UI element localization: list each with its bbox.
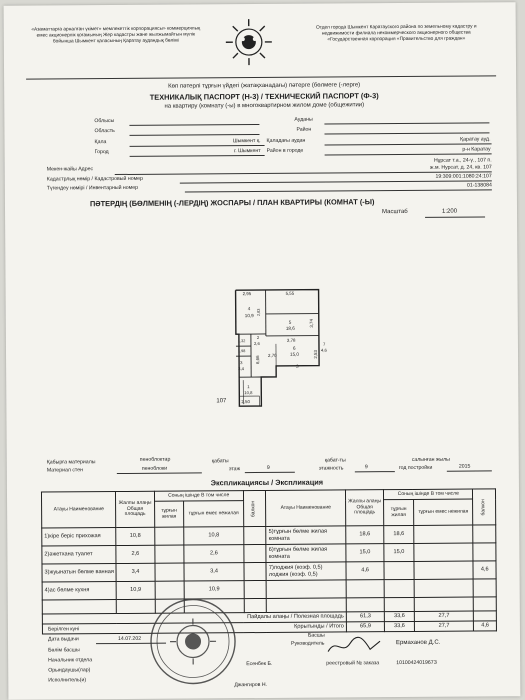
cadastre-value: 19:309:001:1080:24:107 bbox=[435, 173, 492, 180]
field-line bbox=[130, 145, 265, 147]
row-total: 18,6 bbox=[346, 526, 384, 544]
row-balcony bbox=[244, 562, 267, 580]
room-area: 4,6 bbox=[320, 347, 327, 353]
apartment-number: 107 bbox=[216, 398, 227, 405]
row-nonliving bbox=[414, 543, 474, 561]
state-corporation-logo bbox=[219, 16, 279, 68]
row-total: 3,4 bbox=[116, 563, 154, 581]
field-line bbox=[130, 155, 265, 157]
floor-rus-label: этаж bbox=[228, 466, 241, 473]
right-organization-text: Отдел города Шымкент Каратауского района по земельному кадастру и недвижимости филиала некоммерческого акционерного общества «Государственная корпорация «Правительство для граждан» bbox=[315, 24, 477, 43]
header-name: Атауы Наименование bbox=[266, 490, 346, 527]
executor-rus-label: Исполнитель(и) bbox=[48, 677, 87, 684]
field-line bbox=[117, 472, 202, 474]
left-organization-text: «Азаматтарға арналған үкімет» мемлекеттік корпорациясы» коммерциялық емес акционерлік қоғамының Жер кадастры және жылжымайтын мүлік бойынша Шымкент қаласының Қаратау аудандық бөлімі bbox=[31, 26, 201, 45]
field-line bbox=[129, 134, 259, 136]
row-nonliving bbox=[414, 579, 474, 597]
floors-value: 9 bbox=[364, 464, 368, 471]
inventory-value: 01-138084 bbox=[467, 182, 492, 189]
row-balcony bbox=[244, 580, 267, 598]
title-kaz-line: Көп пәтерлі тұрғын үйдегі (жатақханадағы) пәтерге (бөлмеге (-лерге) bbox=[168, 82, 361, 90]
useful-living: 33,6 bbox=[384, 611, 414, 621]
room-area: 18,6 bbox=[285, 325, 295, 331]
dim-label: 3 bbox=[296, 363, 299, 369]
head-kaz-label: Басшы bbox=[307, 632, 325, 639]
wall-material-kaz-label: Қабырға материалы bbox=[46, 459, 96, 466]
room-area: 10,9 bbox=[244, 313, 254, 319]
district-kaz-value: Қаратау ауд. bbox=[460, 136, 491, 143]
kaladagy-audan-label: Қаладағы аудан bbox=[266, 137, 306, 144]
row-name: 7)лоджия (коэф. 0,5) лоджия (коэф. 0,5) bbox=[266, 562, 346, 581]
scale-label: Масштаб bbox=[382, 208, 408, 216]
row-nonliving: 2,6 bbox=[184, 545, 244, 563]
dept-head-rus-label: Начальник отдела bbox=[48, 657, 93, 664]
sum-balcony: 4,6 bbox=[474, 621, 497, 631]
dim-label: 1,32 bbox=[237, 339, 246, 344]
row-name: 6)тұрғын бөлме жилая комната bbox=[266, 544, 346, 563]
plan-heading: ПӘТЕРДІҢ (БӨЛМЕНІҢ (-ЛЕРДІҢ) ЖОСПАРЫ / ПЛАН КВАРТИРЫ (КОМНАТ (-Ы) bbox=[89, 197, 375, 209]
issued-date: 14.07.202 bbox=[117, 635, 142, 643]
oblysy-label: Облысы bbox=[94, 118, 115, 125]
gorod-label: Город bbox=[94, 149, 109, 156]
scale-value: 1:200 bbox=[442, 208, 458, 215]
head-signature bbox=[324, 635, 384, 657]
executor-kaz-label: Орындаушы(лар) bbox=[48, 667, 91, 674]
row-name: 2)әжетхана туалет bbox=[42, 546, 116, 565]
header-living: тұрғын жилая bbox=[154, 501, 184, 527]
row-name: 1)кіре беріс прихожая bbox=[42, 528, 116, 547]
row-name bbox=[266, 580, 346, 599]
field-line bbox=[245, 472, 295, 473]
field-line bbox=[355, 471, 395, 472]
total-label: Қорытынды / Итого bbox=[42, 622, 346, 634]
dim-label: 6,66 bbox=[255, 355, 261, 365]
room-number: 7 bbox=[322, 341, 326, 347]
room-number: 5 bbox=[288, 319, 292, 325]
kala-label: Қала bbox=[94, 139, 107, 146]
dim-label: 1,98 bbox=[237, 349, 246, 354]
wall-material-rus-label: Материал стен bbox=[46, 467, 84, 474]
explication-table bbox=[41, 488, 497, 634]
page-title: ТЕХНИКАЛЫҚ ПАСПОРТ (Н-3) / ТЕХНИЧЕСКИЙ ПАСПОРТ (Ф-3) bbox=[149, 91, 379, 102]
dim-label: 2,53 bbox=[312, 350, 319, 359]
row-total: 15,0 bbox=[346, 544, 384, 562]
floors-rus-label: этажность bbox=[318, 465, 344, 472]
field-line bbox=[324, 132, 489, 134]
kala-value: Шымкент қ. bbox=[232, 138, 261, 145]
raion-label: Район bbox=[296, 126, 312, 133]
address-rus-value: ж.м. Нурсат, д. 24, кв. 107 bbox=[430, 164, 492, 171]
room-area: 3,4 bbox=[238, 366, 244, 372]
row-living: 18,6 bbox=[384, 525, 414, 543]
header-balcony: балкон bbox=[243, 490, 266, 526]
header-nonliving: тұрғын емес нежилая bbox=[184, 501, 244, 527]
dim-label: 3,78 bbox=[286, 337, 296, 343]
technical-passport-page bbox=[4, 2, 521, 700]
wall-material-kaz-value: пеноблоктар bbox=[139, 456, 171, 463]
row-balcony bbox=[473, 525, 496, 543]
row-living bbox=[155, 563, 185, 581]
order-number-label: реестровый № заказа bbox=[326, 660, 380, 667]
explication-title: Экспликациясы / Экспликация bbox=[210, 477, 324, 488]
address-kaz-value: Нұрсат т.а., 24-ү., 107 п. bbox=[434, 157, 492, 164]
dept-head-kaz-label: Бөлім басшы bbox=[48, 647, 80, 654]
header-living: тұрғын жилая bbox=[384, 499, 414, 525]
dim-label: 5,55 bbox=[285, 290, 295, 296]
dim-label: 2,70 bbox=[268, 352, 277, 358]
field-line bbox=[185, 189, 492, 192]
row-living bbox=[384, 579, 414, 597]
issued-rus-label: Дата выдачи bbox=[47, 636, 79, 643]
head-rus-label: Руководитель bbox=[291, 640, 325, 647]
sum-living: 33,6 bbox=[385, 621, 415, 631]
row-name: 3)жуынатын бөлме ванная bbox=[42, 564, 116, 583]
row-nonliving bbox=[414, 561, 474, 579]
row-name: 4)ас бөлме кухня bbox=[42, 582, 116, 601]
row-balcony: 4,6 bbox=[473, 561, 496, 579]
floor-value: 9 bbox=[266, 464, 270, 471]
row-nonliving: 10,9 bbox=[184, 581, 244, 599]
executor-2: Джангиров Н. bbox=[234, 681, 268, 689]
district-rus-value: р-н Каратау bbox=[462, 146, 491, 153]
audany-label: Ауданы bbox=[294, 116, 313, 123]
field-line bbox=[324, 122, 489, 124]
useful-area-label: Пайдалы алаңы / Полезная площадь bbox=[42, 612, 346, 624]
room-number: 2 bbox=[256, 335, 260, 341]
useful-total: 61,3 bbox=[346, 612, 384, 622]
row-balcony bbox=[473, 543, 496, 561]
floors-kaz-label: қабат-ты bbox=[324, 457, 346, 464]
sum-total: 65,9 bbox=[346, 622, 384, 632]
floor-plan bbox=[231, 283, 342, 414]
room-area: 2,6 bbox=[253, 341, 260, 347]
header-balcony: балкон bbox=[473, 489, 496, 525]
dim-label: 3,74 bbox=[308, 319, 314, 328]
row-balcony bbox=[473, 579, 496, 597]
sum-nonliving: 27,7 bbox=[414, 621, 474, 631]
issued-kaz-label: Берілген күні bbox=[47, 626, 80, 633]
field-line bbox=[325, 143, 492, 145]
row-living bbox=[154, 527, 184, 545]
row-living: 15,0 bbox=[384, 543, 414, 561]
header-incl: Соның ішінде В том числе bbox=[154, 491, 243, 502]
row-total bbox=[346, 580, 384, 598]
row-living bbox=[384, 561, 414, 579]
wall-material-rus-value: пеноблоки bbox=[141, 465, 168, 472]
row-total: 10,8 bbox=[116, 527, 154, 545]
header-divider bbox=[26, 75, 496, 79]
dim-label: 2,95 bbox=[242, 291, 252, 297]
room-number: 3 bbox=[240, 360, 243, 366]
header-total: Жалпы алаңы Общая площадь bbox=[116, 491, 154, 527]
useful-nonliving: 27,7 bbox=[414, 611, 474, 621]
field-line bbox=[447, 470, 492, 471]
row-total: 4,6 bbox=[346, 562, 384, 580]
row-balcony bbox=[244, 544, 267, 562]
row-balcony bbox=[243, 526, 266, 544]
room-number: 1 bbox=[247, 384, 250, 390]
head-name: Ермаханов Д.С. bbox=[396, 639, 441, 647]
floor-kaz-label: қабаты bbox=[211, 458, 229, 465]
row-living bbox=[154, 545, 184, 563]
row-nonliving bbox=[414, 525, 474, 543]
header-incl: Соның ішінде В том числе bbox=[384, 489, 473, 500]
address-label: Мекен-жайы Адрес bbox=[46, 166, 94, 173]
title-rus-line: на квартиру (комнату (-ы) в многоквартирном жилом доме (общежитии) bbox=[164, 102, 365, 110]
room-area: 15,0 bbox=[290, 351, 299, 357]
row-total: 10,9 bbox=[116, 581, 154, 599]
year-kaz-label: салынған жылы bbox=[411, 456, 450, 463]
room-area: 10,8 bbox=[244, 390, 253, 396]
header-name: Атауы Наименование bbox=[41, 492, 116, 529]
official-stamp bbox=[148, 596, 239, 687]
cadastre-label: Кадастрлық нөмір / Кадастровый номер bbox=[46, 175, 143, 183]
inventory-label: Түгендеу нөмірі / Инвентарный номер bbox=[46, 184, 139, 192]
field-line bbox=[325, 153, 492, 155]
dim-label: 2,50 bbox=[241, 399, 250, 405]
room-number: 6 bbox=[292, 345, 296, 351]
year-rus-label: год постройки bbox=[398, 464, 433, 472]
raion-v-gorode-label: Район в городе bbox=[266, 147, 304, 154]
useful-balcony bbox=[474, 611, 497, 621]
year-value: 2015 bbox=[458, 463, 471, 470]
total-row bbox=[42, 621, 496, 634]
row-nonliving: 10,8 bbox=[184, 527, 244, 545]
dim-label: 2,83 bbox=[256, 308, 261, 317]
header-nonliving: тұрғын емес нежилая bbox=[413, 499, 473, 525]
field-line bbox=[425, 216, 485, 217]
order-number-value: 1010042401967З bbox=[396, 659, 437, 667]
row-name: 5)тұрғын бөлме жилая комната bbox=[266, 526, 346, 545]
field-line bbox=[129, 124, 259, 126]
executor-1: Есенбек Б. bbox=[246, 660, 273, 668]
header-total: Жалпы алаңы Общая площадь bbox=[345, 490, 383, 526]
row-total: 2,6 bbox=[116, 545, 154, 563]
row-nonliving: 3,4 bbox=[184, 563, 244, 581]
room-number: 4 bbox=[247, 306, 251, 312]
gorod-value: г. Шымкент bbox=[233, 148, 261, 155]
oblast-label: Область bbox=[94, 128, 115, 135]
